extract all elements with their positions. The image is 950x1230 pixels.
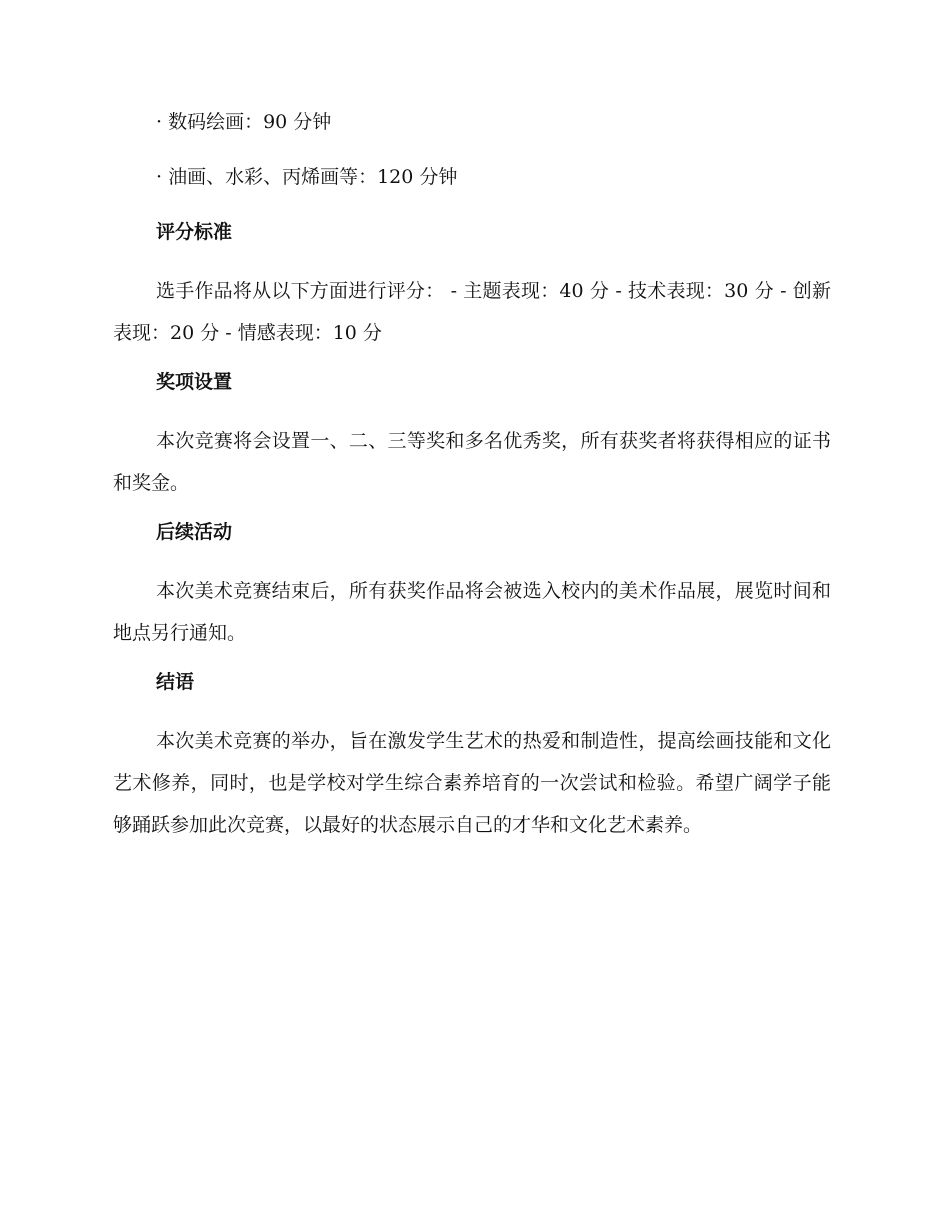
section-heading-conclusion: 结语	[156, 671, 195, 693]
section-body-awards: 本次竞赛将会设置一、二、三等奖和多名优秀奖，所有获奖者将获得相应的证书和奖金。	[113, 430, 831, 494]
bullet-oil-watercolor: · 油画、水彩、丙烯画等：120 分钟	[156, 166, 458, 188]
bullet-digital-painting: · 数码绘画：90 分钟	[156, 111, 332, 133]
section-heading-followup: 后续活动	[156, 521, 233, 543]
document-content	[113, 108, 831, 860]
section-body-scoring: 选手作品将从以下方面进行评分： - 主题表现：40 分 - 技术表现：30 分 - 创新表现：20 分 - 情感表现：10 分	[113, 280, 831, 344]
section-heading-scoring: 评分标准	[156, 221, 233, 243]
section-body-conclusion: 本次美术竞赛的举办，旨在激发学生艺术的热爱和制造性，提高绘画技能和文化艺术修养，同时，也是学校对学生综合素养培育的一次尝试和检验。希望广阔学子能够踊跃参加此次竞赛，以最好的状态展示自己的才华和文化艺术素养。	[113, 730, 831, 836]
section-body-followup: 本次美术竞赛结束后，所有获奖作品将会被选入校内的美术作品展，展览时间和地点另行通知。	[113, 580, 831, 644]
section-heading-awards: 奖项设置	[156, 371, 233, 393]
